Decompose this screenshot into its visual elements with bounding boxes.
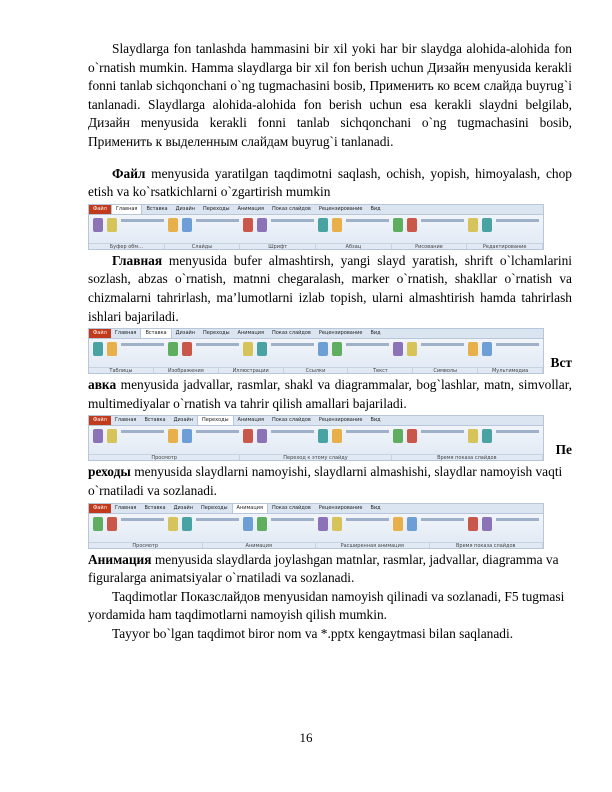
ribbon-tab[interactable]: Рецензирование (318, 330, 363, 337)
ribbon-tabs (89, 416, 543, 426)
ribbon-tab[interactable]: Файл (89, 329, 111, 338)
ribbon-tab[interactable]: Вид (370, 417, 381, 424)
ribbon-button-icon[interactable] (318, 342, 328, 356)
ribbon-tab[interactable]: Вставка (144, 504, 166, 511)
ribbon-button-icon[interactable] (332, 218, 342, 232)
paragraph-text: menyusida yaratilgan taqdimotni saqlash, ochish, yopish, himoyalash, chop etish va ko`rsatkichlarni o`zgartirish mumkin (88, 165, 572, 200)
ribbon-control[interactable] (196, 430, 239, 433)
ribbon-group-label: Ссылки (284, 368, 349, 374)
ribbon-tab[interactable]: Анимация (237, 205, 264, 212)
menu-name-home: Главная (112, 252, 163, 268)
ribbon-button-icon[interactable] (482, 517, 492, 531)
paragraph-slideshow: Taqdimotlar Показслайдов menyusidan namoyish qilinadi va sozlanadi, F5 tugmasi yordamida ham taqdimotlarni namoyish qilish mumkin. (88, 588, 565, 623)
ribbon-body (89, 514, 543, 542)
ribbon-group-label: Таблицы (89, 368, 154, 374)
ribbon-button-icon[interactable] (168, 218, 178, 232)
ribbon-tab[interactable]: Анимация (232, 504, 268, 513)
ribbon-insert-screenshot (88, 328, 544, 374)
ribbon-groups (89, 454, 543, 461)
ribbon-tabs (89, 205, 543, 215)
ribbon-button-icon[interactable] (407, 218, 417, 232)
ribbon-control[interactable] (271, 518, 314, 521)
ribbon-tab[interactable]: Вставка (146, 205, 168, 212)
paragraph-saving: Tayyor bo`lgan taqdimot biror nom va *.pptx kengaytmasi bilan saqlanadi. (112, 625, 514, 641)
ribbon-control[interactable] (421, 343, 464, 346)
ribbon-tab[interactable]: Файл (89, 416, 111, 425)
ribbon-tab[interactable]: Переходы (201, 504, 228, 511)
ribbon-animation-screenshot (88, 503, 544, 549)
ribbon-button-icon[interactable] (93, 342, 103, 356)
ribbon-button-icon[interactable] (243, 517, 253, 531)
ribbon-tab[interactable]: Переходы (197, 416, 234, 425)
ribbon-button-icon[interactable] (468, 218, 478, 232)
paragraph-text: menyusida slaydlarda joylashgan matnlar, rasmlar, jadvallar, diagramma va figuralarga animatsiyalar o`rnatiladi va sozlanadi. (88, 551, 559, 586)
ribbon-button-icon[interactable] (257, 429, 267, 443)
ribbon-group-label: Редактирование (467, 244, 543, 250)
ribbon-tab[interactable]: Анимация (237, 330, 264, 337)
ribbon-control[interactable] (421, 430, 464, 433)
menu-name-transitions-start: Пе (555, 442, 572, 458)
paragraph-animation-menu (88, 551, 572, 588)
ribbon-tab[interactable]: Главная (114, 504, 137, 511)
ribbon-group-label: Рисование (392, 244, 468, 250)
paragraph-file-menu (88, 165, 572, 202)
ribbon-group-label: Анимация (203, 543, 317, 549)
ribbon-groups (89, 542, 543, 549)
ribbon-button-icon[interactable] (168, 429, 178, 443)
ribbon-tab[interactable]: Показ слайдов (271, 205, 311, 212)
paragraph-backgrounds: Slaydlarga fon tanlashda hammasini bir xil yoki har bir slaydga alohida-alohida fon o`rnatish mumkin. Hamma slaydlarga bir xil fon berish uchun Дизайн menyusida kerakli fonni tanlab sichqonchani o`ng tugmachasini bosib, Применить ко всем слайда buyrug`i tanlanadi. Slaydlarga alohida-alohida fon berish uchun esa kerakli slaydni belgilab, Дизайн menyusida kerakli fonni tanlab sichqonchani o`ng tugmachasini bosib, Применить к выделенным слайдам buyrug`i tanlanadi. (88, 41, 572, 149)
ribbon-button-icon[interactable] (93, 429, 103, 443)
ribbon-tab[interactable]: Файл (89, 205, 111, 214)
ribbon-control[interactable] (421, 219, 464, 222)
ribbon-tab[interactable]: Анимация (237, 417, 264, 424)
ribbon-group-label: Переход к этому слайду (240, 455, 391, 461)
ribbon-group-label: Шрифт (240, 244, 316, 250)
paragraph-insert-menu (88, 376, 572, 413)
ribbon-tab[interactable]: Рецензирование (318, 417, 363, 424)
ribbon-control[interactable] (121, 343, 164, 346)
ribbon-tab[interactable]: Показ слайдов (271, 504, 311, 511)
page-number: 16 (299, 730, 313, 745)
ribbon-control[interactable] (346, 430, 389, 433)
ribbon-tab[interactable]: Вставка (140, 329, 171, 338)
ribbon-control[interactable] (496, 430, 539, 433)
ribbon-button-icon[interactable] (257, 517, 267, 531)
ribbon-button-icon[interactable] (407, 517, 417, 531)
ribbon-group-label: Мультимедиа (478, 368, 543, 374)
ribbon-control[interactable] (271, 219, 314, 222)
ribbon-tab[interactable]: Рецензирование (318, 504, 363, 511)
paragraph-transitions-menu (88, 463, 572, 500)
ribbon-button-icon[interactable] (468, 342, 478, 356)
ribbon-button-icon[interactable] (407, 429, 417, 443)
ribbon-button-icon[interactable] (393, 517, 403, 531)
ribbon-button-icon[interactable] (393, 218, 403, 232)
ribbon-button-icon[interactable] (243, 342, 253, 356)
ribbon-button-icon[interactable] (243, 429, 253, 443)
ribbon-tab[interactable]: Дизайн (175, 205, 196, 212)
ribbon-tabs (89, 504, 543, 514)
ribbon-control[interactable] (346, 219, 389, 222)
ribbon-group-label: Время показа слайдов (392, 455, 543, 461)
menu-name-insert-end: авка (88, 377, 117, 393)
ribbon-group-label: Просмотр (89, 455, 240, 461)
ribbon-control[interactable] (121, 219, 164, 222)
ribbon-tab[interactable]: Рецензирование (318, 205, 363, 212)
paragraph-text: menyusida bufer almashtirsh, yangi slayd yaratish, shrift o`lchamlarini sozlash, abzas o`rnatish, matnni chegaralash, marker o`rnatish, shakllar o`rnatish va chizmalarni tahrirlash, ma’lumotlarni izlab topish, ularni almashtirish hamda tahrirlash ishlari bajariladi. (88, 252, 572, 324)
ribbon-button-icon[interactable] (332, 517, 342, 531)
ribbon-button-icon[interactable] (107, 342, 117, 356)
insert-row (88, 326, 572, 376)
ribbon-body (89, 426, 543, 454)
ribbon-group-label: Символы (413, 368, 478, 374)
paragraph-text: menyusida jadvallar, rasmlar, shakl va diagrammalar, bog`lashlar, matn, simvollar, multimediyalar o`rnatish va tahrir qilish amallari bajariladi. (88, 377, 572, 411)
ribbon-tab[interactable]: Вид (370, 330, 381, 337)
ribbon-button-icon[interactable] (182, 429, 192, 443)
ribbon-control[interactable] (496, 219, 539, 222)
ribbon-group-label: Просмотр (89, 543, 203, 549)
ribbon-control[interactable] (271, 430, 314, 433)
ribbon-home-screenshot (88, 204, 544, 250)
ribbon-tab[interactable]: Файл (89, 504, 111, 513)
ribbon-control[interactable] (346, 518, 389, 521)
ribbon-tab[interactable]: Дизайн (173, 417, 194, 424)
ribbon-button-icon[interactable] (318, 218, 328, 232)
ribbon-control[interactable] (496, 518, 539, 521)
menu-name-animation: Анимация (88, 551, 152, 567)
ribbon-tab[interactable]: Вставка (144, 417, 166, 424)
ribbon-tab[interactable]: Показ слайдов (271, 330, 311, 337)
ribbon-button-icon[interactable] (107, 517, 117, 531)
ribbon-group-label: Иллюстрации (219, 368, 284, 374)
ribbon-control[interactable] (346, 343, 389, 346)
ribbon-group-label: Буфер обм... (89, 244, 165, 250)
ribbon-body (89, 215, 543, 243)
ribbon-tab[interactable]: Дизайн (173, 504, 194, 511)
ribbon-control[interactable] (196, 518, 239, 521)
ribbon-button-icon[interactable] (332, 342, 342, 356)
ribbon-button-icon[interactable] (318, 517, 328, 531)
ribbon-tab[interactable]: Главная (111, 205, 143, 214)
ribbon-button-icon[interactable] (393, 429, 403, 443)
menu-name-file: Файл (112, 165, 146, 181)
ribbon-control[interactable] (196, 343, 239, 346)
ribbon-button-icon[interactable] (93, 517, 103, 531)
ribbon-control[interactable] (271, 343, 314, 346)
paragraph-text: menyusida slaydlarni namoyishi, slaydlarni almashishi, slaydlar namoyish vaqti o`rnatiladi va sozlanadi. (88, 464, 563, 498)
ribbon-transitions-screenshot (88, 415, 544, 461)
ribbon-tab[interactable]: Вид (370, 205, 381, 212)
ribbon-tab[interactable]: Переходы (203, 205, 230, 212)
ribbon-button-icon[interactable] (468, 517, 478, 531)
ribbon-tab[interactable]: Главная (114, 330, 137, 337)
transitions-row (88, 413, 572, 463)
ribbon-button-icon[interactable] (482, 218, 492, 232)
ribbon-group-label: Изображения (154, 368, 219, 374)
ribbon-tab[interactable]: Показ слайдов (271, 417, 311, 424)
ribbon-tabs (89, 329, 543, 339)
ribbon-button-icon[interactable] (107, 429, 117, 443)
ribbon-button-icon[interactable] (482, 429, 492, 443)
ribbon-tab[interactable]: Вид (370, 504, 381, 511)
ribbon-button-icon[interactable] (168, 517, 178, 531)
ribbon-groups (89, 243, 543, 250)
ribbon-button-icon[interactable] (482, 342, 492, 356)
ribbon-button-icon[interactable] (168, 342, 178, 356)
ribbon-tab[interactable]: Дизайн (175, 330, 196, 337)
ribbon-button-icon[interactable] (243, 218, 253, 232)
ribbon-control[interactable] (121, 430, 164, 433)
ribbon-control[interactable] (121, 518, 164, 521)
menu-name-transitions-end: реходы (88, 464, 131, 480)
paragraph-home-menu (88, 252, 572, 326)
ribbon-button-icon[interactable] (182, 517, 192, 531)
ribbon-tab[interactable]: Главная (114, 417, 137, 424)
ribbon-button-icon[interactable] (393, 342, 403, 356)
ribbon-button-icon[interactable] (257, 218, 267, 232)
ribbon-tab[interactable]: Переходы (203, 330, 230, 337)
ribbon-button-icon[interactable] (468, 429, 478, 443)
ribbon-control[interactable] (196, 219, 239, 222)
menu-name-insert-start: Вст (550, 355, 572, 371)
ribbon-group-label: Расширенная анимация (316, 543, 430, 549)
ribbon-button-icon[interactable] (332, 429, 342, 443)
ribbon-button-icon[interactable] (107, 218, 117, 232)
ribbon-button-icon[interactable] (93, 218, 103, 232)
ribbon-group-label: Слайды (165, 244, 241, 250)
ribbon-group-label: Время показа слайдов (430, 543, 544, 549)
document-page (88, 40, 572, 643)
ribbon-button-icon[interactable] (257, 342, 267, 356)
ribbon-button-icon[interactable] (182, 218, 192, 232)
ribbon-control[interactable] (496, 343, 539, 346)
ribbon-button-icon[interactable] (182, 342, 192, 356)
ribbon-group-label: Абзац (316, 244, 392, 250)
ribbon-group-label: Текст (348, 368, 413, 374)
ribbon-control[interactable] (421, 518, 464, 521)
ribbon-groups (89, 367, 543, 374)
ribbon-button-icon[interactable] (407, 342, 417, 356)
ribbon-button-icon[interactable] (318, 429, 328, 443)
ribbon-body (89, 339, 543, 367)
